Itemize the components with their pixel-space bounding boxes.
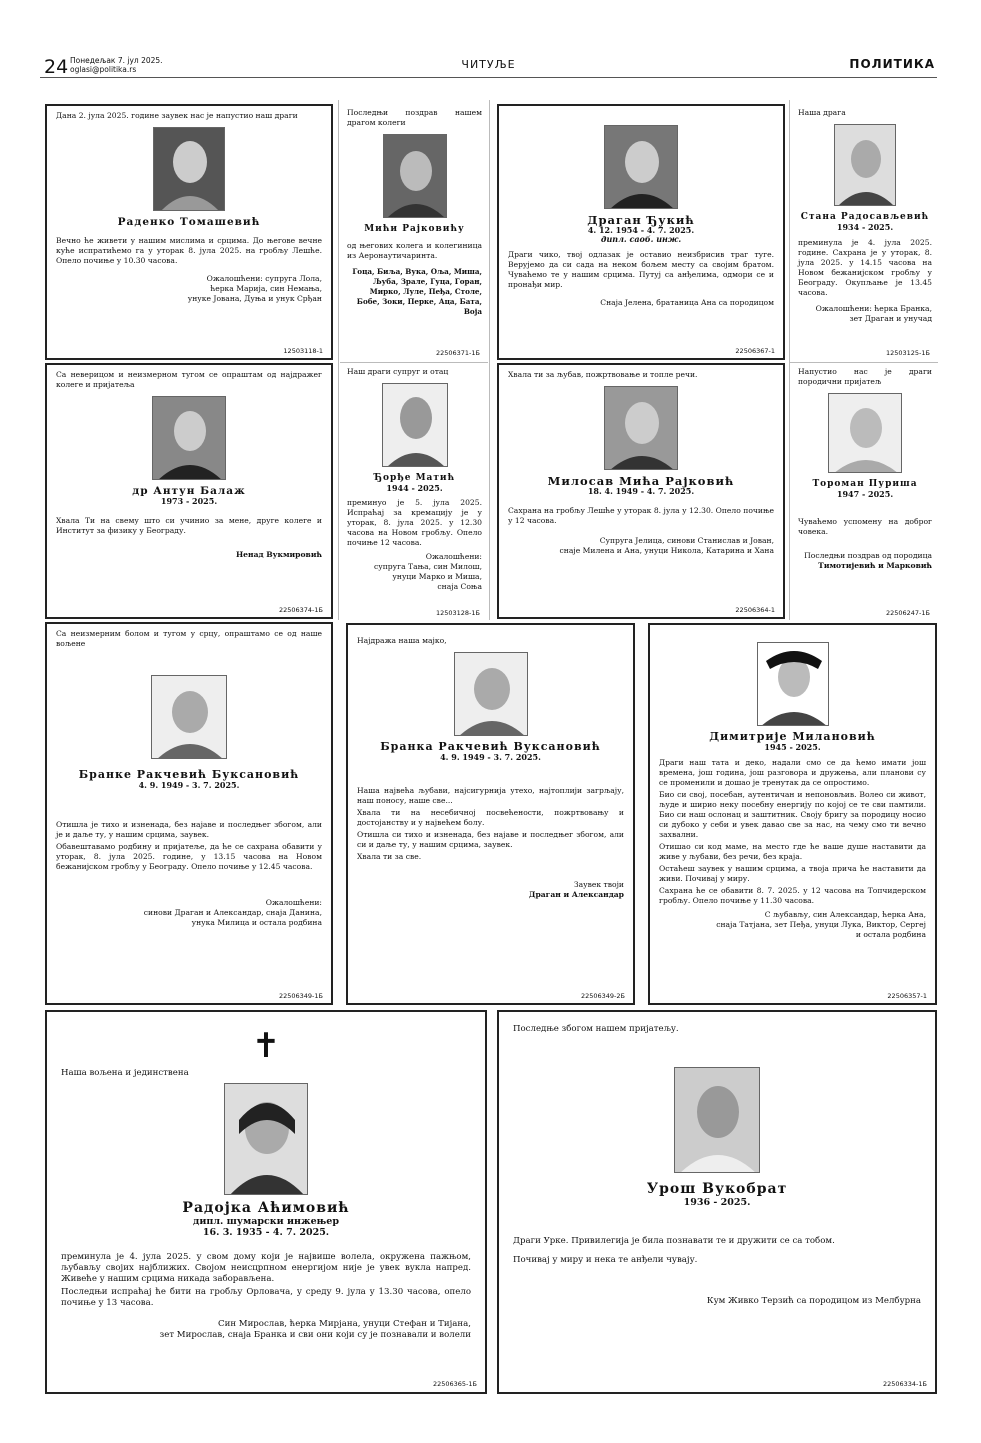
page-number: 24	[44, 56, 69, 78]
ad-code: 22506364-1	[735, 606, 775, 614]
body-text: Хвала ти на несебичној посвећености, пожртвовању и достојанству и у највећем болу.	[357, 808, 624, 827]
deceased-name: Бранка Ракчевић Вуксановић	[380, 740, 601, 753]
page-header	[40, 52, 937, 78]
life-dates: 1944 - 2025.	[386, 483, 443, 493]
column-divider	[489, 100, 490, 620]
portrait-photo	[604, 125, 678, 209]
signature-line: Ожалошћени:	[265, 898, 322, 907]
deceased-name: Радојка Аћимовић	[182, 1200, 350, 1216]
life-dates: 18. 4. 1949 - 4. 7. 2025.	[587, 486, 695, 496]
signature-line: Драган и Александар	[528, 890, 624, 899]
portrait-photo	[383, 134, 447, 218]
body-text: преминула је 4. јула 2025. године. Сахрана је у уторак, 8. јула 2025. у 14.15 часова на Новом бежанијском гробљу у Београду. Окупљање је 13.45 часова.	[798, 238, 932, 297]
obituary-puriša	[792, 364, 938, 620]
body-text: Сахрана на гробљу Лешће у уторак 8. јула у 12.30. Опело почиње у 12 часова.	[508, 506, 774, 525]
column-divider	[789, 100, 790, 620]
portrait-photo	[604, 386, 678, 470]
intro-text: Наш драги супруг и отац	[347, 367, 449, 376]
body-text: Сахрана ће се обавити 8. 7. 2025. у 12 часова на Топчидерском гробљу. Опело почиње у 11.30 часова.	[659, 886, 926, 905]
body-text: Наша највећа љубави, најсигурнија утехо, најтоплији загрљају, наш поносу, наше све...	[357, 786, 624, 805]
obituary-rajkovic	[497, 363, 785, 619]
body-text: Отишла си тихо и изненада, без најаве и последњег збогом, али си и даље ту, у нашим срцима, заувек.	[357, 830, 624, 849]
intro-text: Напустио нас је драги породични пријатељ	[798, 367, 932, 386]
portrait-photo	[757, 642, 829, 726]
body-text: Чуваћемо успомену на доброг човека.	[798, 517, 932, 536]
body-text: Вечно ће живети у нашим мислима и срцима. До његове вечне куће испратићемо га у уторак 8. јула 2025. на гробљу Лешће. Опело почиње у 10.30 часова.	[56, 236, 322, 265]
signature-line: Последњи поздрав од породица	[804, 551, 932, 560]
signature-line: Кум Живко Терзић са породицом из Мелбурна	[706, 1296, 921, 1306]
life-dates: 4. 9. 1949 - 3. 7. 2025.	[440, 752, 541, 762]
signature-line: зет Мирослав, снаја Бранка и сви они који су је познавали и волели	[159, 1330, 471, 1340]
signature-line: Ненад Вукмировић	[236, 550, 322, 559]
intro-text: Наша драга	[798, 108, 846, 117]
life-dates: 16. 3. 1935 - 4. 7. 2025.	[202, 1227, 330, 1238]
portrait-photo	[151, 675, 227, 759]
signature-line: Супруга Јелица, синови Станислав и Јован,	[599, 536, 774, 545]
signature-line: зет Драган и унучад	[849, 314, 932, 323]
signature-line: ћерка Марија, син Немања,	[210, 284, 322, 293]
body-text: Био си свој, посебан, аутентичан и непоновљив. Волео си живот, људе и ширио неку посебну енергију по којој се те сви памтили. Био си наш ослонац и заштитник. Своју бригу за породицу носио си дубоко у себи и увек давао све за нас, на чему смо ти вечно захвални.	[659, 790, 926, 839]
obituary-balaz	[45, 363, 333, 619]
ad-code: 12503125-1Б	[885, 349, 930, 357]
signature-line: снаје Милена и Ана, унуци Никола, Катарина и Хана	[559, 546, 774, 555]
column-divider	[338, 100, 339, 620]
body-text: Последњи испраћај ће бити на гробљу Орловача, у среду 9. јула у 13.30 часова, опело почиње у 13 часова.	[61, 1287, 471, 1308]
body-text: Хвала ти за све.	[357, 852, 422, 861]
title-text: дипл. саоб. инж.	[600, 234, 682, 244]
ad-code: 22506367-1	[735, 347, 775, 355]
intro-text: Хвала ти за љубав, пожртвовање и топле речи.	[508, 370, 698, 379]
signature-line: С љубављу, син Александар, ћерка Ана,	[764, 910, 926, 919]
signature-line: Син Мирослав, ћерка Мирјана, унуци Стефан и Тијана,	[218, 1319, 471, 1329]
deceased-name: Димитрије Милановић	[709, 730, 876, 743]
deceased-name: Стана Радосављевић	[800, 212, 930, 222]
life-dates: 1945 - 2025.	[764, 742, 821, 752]
signature-line: унуке Јована, Дуња и унук Срђан	[187, 294, 322, 303]
ad-code: 22506371-1Б	[435, 349, 480, 357]
body-text: Драги наш тата и деко, надали смо се да ћемо имати још времена, још година, још разговора и дружења, али планови су се променили и дошао је тренутак да се опростимо.	[659, 758, 926, 787]
intro-text: Дана 2. јула 2025. године заувек нас је напустио наш драги	[56, 111, 298, 120]
signature-line: унука Милица и остала родбина	[191, 918, 322, 927]
row-divider	[340, 362, 488, 363]
issue-date: Понедељак 7. јул 2025.	[70, 56, 163, 65]
signature-line: Ожалошћени:	[425, 552, 482, 561]
signature-line: Тимотијевић и Марковић	[818, 561, 932, 570]
portrait-photo	[224, 1083, 308, 1195]
obituary-vukobrat	[497, 1010, 937, 1394]
contact-email[interactable]: oglasi@politika.rs	[70, 65, 137, 74]
life-dates: 1947 - 2025.	[836, 489, 894, 499]
portrait-photo	[382, 383, 448, 467]
obituary-rakcevic-buksanovic	[45, 622, 333, 1005]
newspaper-logo: ПОЛИТИКА	[849, 57, 935, 71]
title-text: дипл. шумарски инжењер	[193, 1216, 339, 1227]
body-text: преминуо је 5. јула 2025. Испраћај за кремацију је у уторак, 8. јула 2025. у 12.30 часова на Новом гробљу. Опело почиње 12 часова.	[347, 498, 482, 547]
signature-line: Снаја Јелена, братаница Ана са породицом	[600, 298, 774, 307]
obituary-milanovic	[648, 623, 937, 1005]
intro-text: Са неизмерним болом и тугом у срцу, опраштамо се од наше вољене	[56, 629, 322, 648]
portrait-photo	[834, 124, 896, 206]
life-dates: 1934 - 2025.	[836, 222, 894, 232]
intro-text: Са неверицом и неизмерном тугом се опраштам од најдражег колеге и пријатеља	[56, 370, 322, 389]
portrait-photo	[828, 393, 902, 473]
life-dates: 4. 9. 1949 - 3. 7. 2025.	[138, 780, 240, 790]
signature-line: снаја Соња	[437, 582, 482, 591]
signature-line: супруга Тања, син Милош,	[373, 562, 482, 571]
ad-code: 12503128-1Б	[435, 609, 480, 617]
deceased-name: др Антун Балаж	[132, 485, 246, 497]
deceased-name: Милосав Мића Рајковић	[547, 474, 735, 488]
life-dates: 1936 - 2025.	[683, 1197, 751, 1208]
body-text: преминула је 4. јула 2025. у свом дому који је највише волела, окружена пажњом, љубављу својих најближих. Својом неисцрпном енергијом није је увек вукла напред. Живеће у нашим срцима никада заборављена.	[61, 1252, 471, 1284]
portrait-photo	[674, 1067, 760, 1173]
portrait-photo	[153, 127, 225, 211]
deceased-name: Тороман Пуриша	[812, 479, 918, 489]
body-text: Хвала Ти на свему што си учинио за мене, друге колеге и Институт за физику у Београду.	[56, 516, 322, 535]
ad-code: 22506349-1Б	[278, 992, 323, 1000]
obituary-rakcevic-vuksanovic	[346, 623, 635, 1005]
ad-code: 22506374-1Б	[278, 606, 323, 614]
deceased-name: Бранке Ракчевић Буксановић	[78, 768, 300, 781]
obituary-djukic	[497, 104, 785, 360]
ad-code: 22506247-1Б	[885, 609, 930, 617]
body-text: Отишао си код маме, на место где ће ваше душе наставити да живе у љубави, без речи, без краја.	[659, 842, 926, 861]
body-text: Остаћеш заувек у нашим срцима, а твоја прича ће наставити да живи. Почивај у миру.	[659, 864, 926, 883]
intro-text: Последње збогом нашем пријатељу.	[513, 1024, 679, 1034]
deceased-name: Драган Ђукић	[587, 213, 695, 227]
obituary-tomasevic	[45, 104, 333, 360]
intro-text: Последњи поздрав нашем драгом колеги	[347, 108, 482, 127]
cross-icon: ✝	[251, 1026, 281, 1066]
body-text: Обавештавамо родбину и пријатеље, да ће се сахрана обавити у уторак, 8. јула 2025. године, у 13.15 часова на Новом бежанијском гробљу у Београду. Опело почиње у 12.45 часова.	[56, 842, 322, 871]
section-title: ЧИТУЉЕ	[461, 58, 516, 71]
ad-code: 22506349-2Б	[580, 992, 625, 1000]
signature-line: Ожалошћени: супруга Лола,	[206, 274, 322, 283]
obituary-acimovic	[45, 1010, 487, 1394]
deceased-name: Урош Вукобрат	[646, 1181, 788, 1197]
ad-code: 22506365-1Б	[432, 1380, 477, 1388]
portrait-photo	[152, 396, 226, 480]
signature-line: Заувек твоји	[573, 880, 624, 889]
signature-line: Ожалошћени: ћерка Бранка,	[815, 304, 932, 313]
deceased-name: Мићи Рајковићу	[364, 224, 465, 234]
signature-line: синови Драган и Александар, снаја Данина,	[143, 908, 322, 917]
row-divider	[790, 362, 938, 363]
life-dates: 4. 12. 1954 - 4. 7. 2025.	[587, 225, 695, 235]
signature-line: и остала родбина	[855, 930, 926, 939]
life-dates: 1973 - 2025.	[160, 496, 218, 506]
body-text: Драги чико, твој одлазак је оставио неизбрисив траг туге. Верујемо да си сада на неком бољем месту са својим братом. Чуваћемо те у нашим срцима. Путуј са анђелима, одмори се и пронађи мир.	[508, 250, 774, 289]
portrait-photo	[454, 652, 528, 736]
ad-code: 12503118-1	[283, 347, 323, 355]
signature-line: Гоца, Биља, Вука, Оља, Миша, Љуба, Зрале, Гуца, Горан, Мирко, Луле, Пеђа, Столе, Бобе, Зоки, Перке, Аца, Бата, Воја	[352, 267, 482, 316]
body-text: Драги Урке. Привилегија је била познавати те и дружити се са тобом.	[513, 1236, 835, 1246]
intro-text: Наша вољена и јединствена	[61, 1068, 189, 1078]
obituary-radosavljevic	[792, 104, 938, 360]
deceased-name: Ђорђе Матић	[373, 473, 456, 483]
deceased-name: Раденко Томашевић	[117, 216, 261, 228]
obituary-matic	[341, 364, 488, 620]
body-text: Почивај у миру и нека те анђели чувају.	[513, 1255, 698, 1265]
ad-code: 22506357-1	[887, 992, 927, 1000]
intro-text: Најдража наша мајко,	[357, 636, 447, 645]
signature-line: унуци Марко и Миша,	[392, 572, 482, 581]
body-text: од његових колега и колегиница из Аеронаутичаринта.	[347, 241, 482, 260]
signature-line: снаја Татјана, зет Пеђа, унуци Лука, Виктор, Сергеј	[716, 920, 926, 929]
ad-code: 22506334-1Б	[882, 1380, 927, 1388]
obituary-rajkovicu	[341, 104, 488, 360]
body-text: Отишла је тихо и изненада, без најаве и последњег збогом, али је и даље ту, у нашим срцима, заувек.	[56, 820, 322, 839]
